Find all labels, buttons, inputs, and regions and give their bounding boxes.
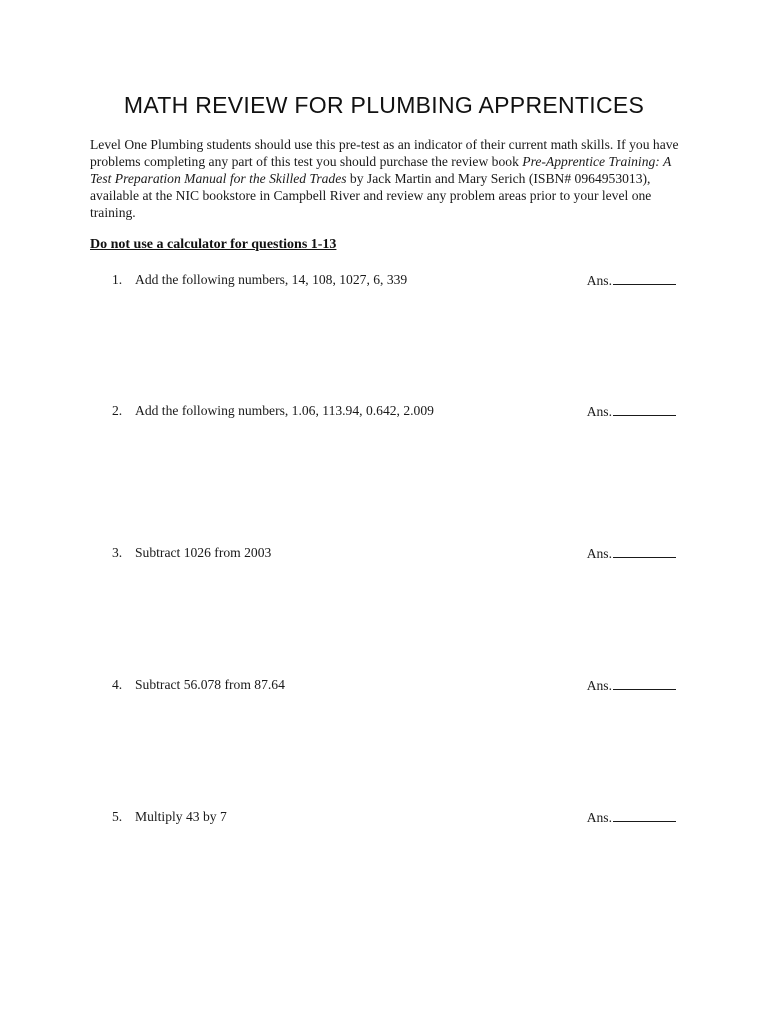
answer-blank[interactable]: [613, 271, 676, 285]
answer-blank[interactable]: [613, 544, 676, 558]
book-title: Pre-Apprentice Training: A Test Preparation Manual for the Skilled Trades: [90, 154, 672, 186]
answer-blank[interactable]: [613, 402, 676, 416]
question-text: Add the following numbers, 1.06, 113.94, 0.642, 2.009: [135, 403, 434, 418]
question-text: Subtract 1026 from 2003: [135, 545, 272, 560]
intro-text-end: by Jack Martin and Mary Serich (ISBN# 0964953013), available at the NIC bookstore in Campbell River and review any problem areas prior to your level one training.: [90, 171, 652, 220]
document-title: MATH REVIEW FOR PLUMBING APPRENTICES: [123, 92, 645, 118]
answer-blank[interactable]: [613, 808, 676, 822]
answer-label: Ans.: [586, 546, 612, 561]
question-number: 1.: [112, 272, 123, 287]
question-number: 3.: [112, 545, 123, 560]
answer-field[interactable]: [587, 544, 676, 563]
question-2: [112, 402, 676, 420]
answer-field[interactable]: [587, 271, 676, 290]
answer-field[interactable]: [587, 676, 676, 695]
intro-paragraph: [90, 136, 680, 221]
question-3: [112, 544, 676, 562]
question-number: 5.: [112, 809, 123, 824]
answer-label: Ans.: [586, 810, 612, 825]
calculator-instruction: Do not use a calculator for questions 1-13: [90, 237, 337, 252]
question-1: [112, 271, 676, 289]
answer-label: Ans.: [586, 273, 612, 288]
question-number: 2.: [112, 403, 123, 418]
question-text: Multiply 43 by 7: [135, 809, 227, 824]
answer-label: Ans.: [586, 678, 612, 693]
answer-field[interactable]: [587, 808, 676, 827]
intro-text-start: Level One Plumbing students should use this pre-test as an indicator of their current math skills. If you have problems completing any part of this test you should purchase the review book: [90, 137, 679, 169]
question-text: Add the following numbers, 14, 108, 1027, 6, 339: [135, 272, 408, 287]
question-text: Subtract 56.078 from 87.64: [135, 677, 285, 692]
answer-label: Ans.: [586, 404, 612, 419]
question-4: [112, 676, 676, 694]
answer-field[interactable]: [587, 402, 676, 421]
answer-blank[interactable]: [613, 676, 676, 690]
question-number: 4.: [112, 677, 123, 692]
question-5: [112, 808, 676, 826]
